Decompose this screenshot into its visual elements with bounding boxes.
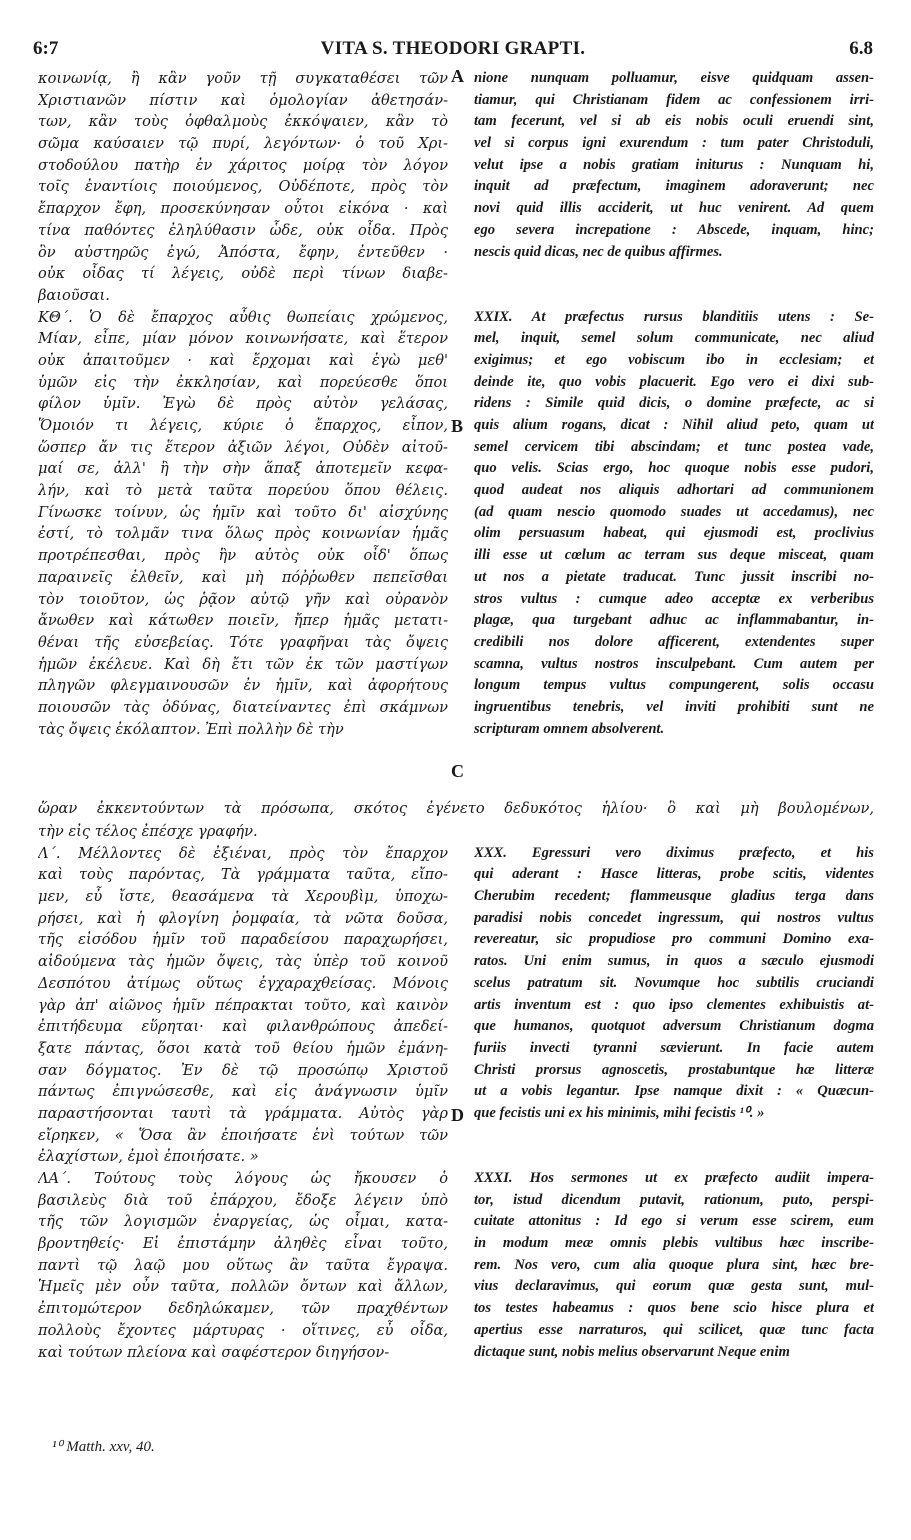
latin-text-line: Christi prorsus agnoscetis, prostabuntque hæ litteræ [474,1061,874,1078]
greek-text-line: Μίαν, εἶπε, μίαν μόνον κοινωνήσατε, καὶ ἕτερον [38,330,448,348]
latin-text-line: ingruentibus tenebris, vel inviti prohibiti sunt ne [474,698,874,715]
greek-text-line: Δεσπότου ἀτίμως οὕτως ἐγχαραχθείσας. Μόνοις [38,974,448,992]
greek-text-line: ρήσει, καὶ ἡ φλογίνη ῥομφαία, τὰ νῶτα δοῦσα, [38,909,448,927]
margin-letter-c: C [451,761,464,781]
latin-text-line: stros vultus : cumque adeo acceptæ ex verberibus [474,590,874,607]
greek-column-bottom [38,821,448,1363]
greek-text-line: ἐπιτήδευμα εὕρηται· καὶ φιλανθρώπους ἀπεδεί- [38,1018,448,1036]
latin-text-line: artis inventum est : quo ipso clementes exhibuistis at- [474,996,874,1013]
greek-text-line: ΚΘ΄. Ὁ δὲ ἔπαρχος αὖθις θωπείαις χρώμενος, [38,308,448,326]
latin-text-line: olim persuasum habeat, qui ejusmodi est, proclivius [474,525,874,542]
latin-text-line: inquit ad præfectum, imaginem adoraverunt; nec [474,178,874,195]
latin-text-line: vel si corpus igni exurendum : tum pater Christoduli, [474,135,874,152]
latin-text-line: tiamur, qui Christianam fidem ac confessionem irri- [474,91,874,108]
latin-text-line: tam fecerunt, vel si ab eis nobis oculi eruendi sint, [474,113,874,130]
greek-text-line: αἰδούμενα τὰς ἡμῶν ὄψεις, τὰς ὑπὲρ τοῦ κοινοῦ [38,953,448,971]
greek-text-line: ὥσπερ ἄν τις ἕτερον ἀξιῶν λέγοι, Οὐδὲν αἰτοῦ- [38,438,448,456]
greek-text-line: τοῖς ἐναντίοις ποιούμενος, Οὐδέποτε, πρὸς τὸν [38,178,448,196]
greek-text-line: τὴν εἰς τέλος ἐπέσχε γραφήν. [38,823,258,840]
greek-text-line: σαν δόγματος. Ἐν δὲ τῷ προσώπῳ Χριστοῦ [38,1061,448,1079]
greek-text-line: των, κἂν τοὺς ὀφθαλμοὺς ἐκκόψαιεν, κἂν τὸ [38,113,448,131]
greek-text-line: γὰρ ἀπ' αἰῶνος ἡμῖν πέπρακται τοῦτο, καὶ καινὸν [38,996,448,1014]
margin-letter-a: A [451,66,464,86]
greek-text-line: οὐκ ἀπαιτοῦμεν · καὶ ἔρχομαι καὶ ἐγὼ μεθ' [38,351,448,369]
greek-text-line: στοδούλου πατὴρ ἐν χάριτος μοίρᾳ τὸν λόγον [38,156,448,174]
latin-text-line: furiis invecti tyranni sævierunt. In facie autem [474,1039,874,1056]
latin-text-line: novi quid illis acciderit, ut huc venirent. Ad quem [474,200,874,217]
latin-text-line: exigimus; et ego vobiscum ibo in ecclesiam; et [474,351,874,368]
latin-text-line: XXX. Egressuri vero diximus præfecto, et his [474,844,874,861]
latin-text-line: nione nunquam polluamur, eisve quidquam assen- [474,70,874,86]
latin-text-line [474,1146,874,1168]
latin-text-line: ratos. Uni enim sumus, in quos a sæculo ejusmodi [474,953,874,970]
running-head [33,38,873,62]
latin-text-line: velut ipse a nobis gratiam initurus : Nunquam hi, [474,156,874,173]
greek-text-line: παραστήσονται ταυτὶ τὰ γράμματα. Αὐτὸς γὰρ [38,1104,448,1122]
latin-text-line: vius declaravimus, qui eorum quæ gesta sunt, mul- [474,1278,874,1295]
greek-text-line: Λ΄. Μέλλοντες δὲ ἐξιέναι, πρὸς τὸν ἔπαρχον [38,844,448,862]
greek-text-line: θέναι τῆς εὐσεβείας. Τότε γραφῆναι τὰς ὄψεις [38,633,448,651]
greek-text-line: τὰς ὄψεις ἐκόλαπτον. Ἐπὶ πολλὴν δὲ τὴν [38,720,344,738]
latin-text-line: deinde ite, quo vobis placuerit. Ego vero ei dixi sub- [474,373,874,390]
greek-text-line: ἐπιτομώτερον δεδηλώκαμεν, τῶν πραχθέντων [38,1300,448,1318]
margin-letter-d: D [451,1105,464,1125]
greek-text-line: ξατε πάντας, ὅσοι κατὰ τοῦ θείου ἡμῶν ἐμάνη- [38,1039,448,1057]
latin-text-line [474,263,874,285]
greek-text-line: καὶ τοὺς παρόντας, Τὰ γράμματα ταῦτα, εἴπο- [38,866,448,884]
greek-text-line: ποιουσῶν τὰς ὀδύνας, διατείναντες ἐπὶ σκάμνων [38,698,448,716]
latin-text-line: in modum meæ omnis plebis vultibus hæc inscribe- [474,1235,874,1252]
greek-text-line: βασιλεὺς διὰ τοῦ ἐπάρχου, ἔδοξε λέγειν ὑπὸ [38,1191,448,1209]
greek-text-line: παντὶ τῷ λαῷ μου οὕτως ἂν ταῦτα ἔγραψα. [38,1256,448,1274]
greek-text-line: ἔπαρχον ἔφη, προσεκύνησαν οὗτοι εἰκόνα · καὶ [38,200,448,218]
latin-column-bottom [474,821,874,1363]
greek-text-line: Χριστιανῶν πίστιν καὶ ὁμολογίαν ἀθετησάν- [38,91,448,109]
latin-text-line: que fecistis uni ex his minimis, mihi fecistis ¹⁰. » [474,1104,765,1121]
greek-text-line: εἴρηκεν, « Ὅσα ἂν ἐποιήσατε ἑνὶ τούτων τῶν [38,1126,448,1144]
greek-text-line: ἐλαχίστων, ἐμοὶ ἐποιήσατε. » [38,1148,259,1166]
latin-text-line: plagæ, qua turgebant adhuc ac inflammabantur, in- [474,612,874,629]
greek-text-line: φίλον ὑμῖν. Ἐγὼ δὲ πρὸς αὐτὸν γελάσας, [38,395,448,413]
latin-text-line: que humanos, quotquot adversum Christianum dogma [474,1018,874,1035]
greek-text-line: ἡμῶν ἐκέλευε. Καὶ δὴ ἔτι τῶν ἐκ τῶν μαστίγων [38,655,448,673]
latin-text-line: scamna, vultus nostros insculpebant. Cum autem per [474,655,874,672]
latin-text-line: quo velis. Scias ergo, hoc quoque nobis esse pudori, [474,460,874,477]
latin-text-line: ego severa increpatione : Abscede, inquam, hinc; [474,221,874,238]
greek-text-line: τὸν τοιοῦτον, ὡς ῥᾷον αὐτῷ γῆν καὶ οὐρανὸν [38,590,448,608]
greek-text-line: μεν, εὖ ἴστε, θεασάμενα τὰ Χερουβὶμ, ὑποχω- [38,888,448,906]
latin-text-line: tor, istud dicendum putavit, rationum, puto, perspi- [474,1191,874,1208]
latin-text-line: ridens : Simile quid dicis, o domine præfecte, ac si [474,395,874,412]
greek-text-line: οὐκ οἶδας τί λέγεις, οὐδὲ περὶ τίνων διαβε- [38,265,448,283]
latin-text-line: Cherubim recedent; flammeusque gladius terga dans [474,888,874,905]
greek-text-line: τῆς εἰσόδου ἡμῖν τοῦ παραδείσου παραχωρήσει, [38,931,448,949]
greek-text-line: ὃν αὐστηρῶς ἐγώ, Ἀπόστα, ἔφην, ἐντεῦθεν · [38,243,448,261]
latin-text-line: nescis quid dicas, nec de quibus affirmes. [474,243,723,260]
latin-text-line: (ad quam nescio quomodo suades ut accedamus), nec [474,503,874,520]
greek-text-line: ἐστί, τὸ τολμᾶν τινα ὅλως πρὸς κοινωνίαν ἡμᾶς [38,525,448,543]
greek-text-line: τῆς τῶν λογισμῶν ἐναργείας, ὡς οἶμαι, κατα- [38,1213,448,1231]
greek-text-line: ἄνωθεν καὶ κάτωθεν ποιεῖν, ἤπερ ἡμᾶς μετατι- [38,612,448,630]
greek-text-line: πολλοὺς ἔχοντες μάρτυρας · οἵτινες, εὖ οἶδα, [38,1321,448,1339]
latin-text-line [474,1125,874,1147]
latin-text-line: apertius esse narraturos, qui scilicet, quæ tunc facta [474,1321,874,1338]
page-title: VITA S. THEODORI GRAPTI. [320,38,586,59]
latin-column-top [474,68,874,740]
greek-text-line: παραινεῖς ἐλθεῖν, καὶ μὴ πόῤῥωθεν πεπεῖσθαι [38,568,448,586]
latin-text-line: ut a vobis legantur. Ipse namque dixit : « Quæcun- [474,1083,874,1100]
latin-text-line: cuitate attonitus : Id ego si verum esse scirem, eum [474,1213,874,1230]
latin-text-line: semel cervicem tibi abscindam; et tunc postea vade, [474,438,874,455]
greek-text-line: πληγῶν φλεγμαινουσῶν ἐν ἡμῖν, καὶ ἀφορήτους [38,677,448,695]
latin-text-line: illi esse ut cœlum ac terram sus deque misceat, quam [474,547,874,564]
latin-text-line: tos testes habeamus : quos bene scio hisce plura et [474,1300,874,1317]
latin-text-line: mel, inquit, semel solum communicate, nec aliud [474,330,874,347]
latin-text-line: quod audeat nos aliquis adhortari ad communionem [474,482,874,499]
greek-text-line: λήν, καὶ τὸ μετὰ ταῦτα πορεύου ὅπου θέλεις. [38,482,448,500]
greek-text-line: Γίνωσκε τοίνυν, ὡς ἡμῖν καὶ τοῦτο δι' αἰσχύνης [38,503,448,521]
latin-text-line [474,285,874,307]
greek-text-line: Ὅμοιόν τι λέγεις, κύριε ὁ ἔπαρχος, εἶπον, [38,417,448,434]
greek-text-line: τίνα παθόντες ἐληλύθασιν ὧδε, οὐκ οἶδα. Πρὸς [38,221,448,239]
latin-text-line: scelus patratum sit. Novumque hoc subtilis cruciandi [474,974,874,991]
greek-text-line: βαιοῦσαι. [38,286,110,304]
margin-letter-b: B [451,416,464,436]
latin-text-line: qui aderant : Hasce litteras, probe scitis, videntes [474,866,874,883]
greek-text-line: προτρέπεσθαι, πρὸς ἣν αὐτὸς οὐκ οἶδ' ὅπως [38,547,448,565]
latin-text-line: dictaque sunt, nobis melius observarunt Neque enim [474,1343,790,1360]
greek-text-line: ΛΑ΄. Τούτους τοὺς λόγους ὡς ἤκουσεν ὁ [38,1170,448,1187]
latin-text-line: XXIX. At præfectus rursus blanditiis utens : Se- [474,308,874,325]
page-number-left: 6:7 [33,38,59,59]
greek-text-line: μαί σε, ἀλλ' ἢ τὴν σὴν ἅπαξ ἀποτεμεῖν κεφα- [38,460,448,478]
latin-text-line: rem. Nos vero, cum alia quoque plura sint, hæc bre- [474,1256,874,1273]
latin-text-line: paradisi nobis concedet ingressum, qui nostros vultus [474,909,874,926]
latin-text-line: credibili nos dolore afficerent, extendentes super [474,633,874,650]
full-width-greek-line: ὥραν ἐκκεντούντων τὰ πρόσωπα, σκότος ἐγένετο δεδυκότος ἡλίου· ὃ καὶ μὴ βουλομένων, [38,800,874,817]
footnote: ¹⁰ Matth. xxv, 40. [52,1439,155,1455]
latin-text-line: ut nos a pietate traducat. Tunc jussit inscribi no- [474,568,874,585]
greek-text-line: βροντηθείς· Εἰ ἐπιστάμην ἀληθὲς εἶναι τοῦτο, [38,1235,448,1253]
greek-text-line: Ἡμεῖς μὲν οὖν ταῦτα, πολλῶν ὄντων καὶ ἄλλων, [38,1278,448,1296]
greek-text-line: κοινωνίᾳ, ἢ κἂν γοῦν τῇ συγκαταθέσει τῶν [38,70,448,87]
greek-text-line: πάντως ἐπιγνώσεσθε, καὶ εἰς ἀνάγνωσιν ὑμῖν [38,1083,448,1101]
greek-text-line: ὑμῶν εἰς τὴν ἐκκλησίαν, καὶ πορεύεσθε ὅποι [38,373,448,391]
latin-text-line: scripturam omnem absolverent. [474,720,665,737]
latin-text-line: XXXI. Hos sermones ut ex præfecto audiit impera- [474,1170,874,1186]
latin-text-line: longum tempus vultus compungerent, solis occasu [474,677,874,694]
greek-column-top [38,68,448,740]
page-number-right: 6.8 [849,38,873,59]
greek-text-line: σῶμα καύσαιεν τῷ πυρί, λεγόντων· ὁ τοῦ Χρι- [38,135,448,153]
latin-text-line: revereatur, sic propudiose pro communi Domino exa- [474,931,874,948]
latin-text-line [474,821,874,843]
latin-text-line: quis alium rogans, dicat : Nihil aliud peto, quam ut [474,417,874,433]
greek-text-line: καὶ τούτων πλείονα καὶ σαφέστερον διηγήσον- [38,1343,390,1361]
